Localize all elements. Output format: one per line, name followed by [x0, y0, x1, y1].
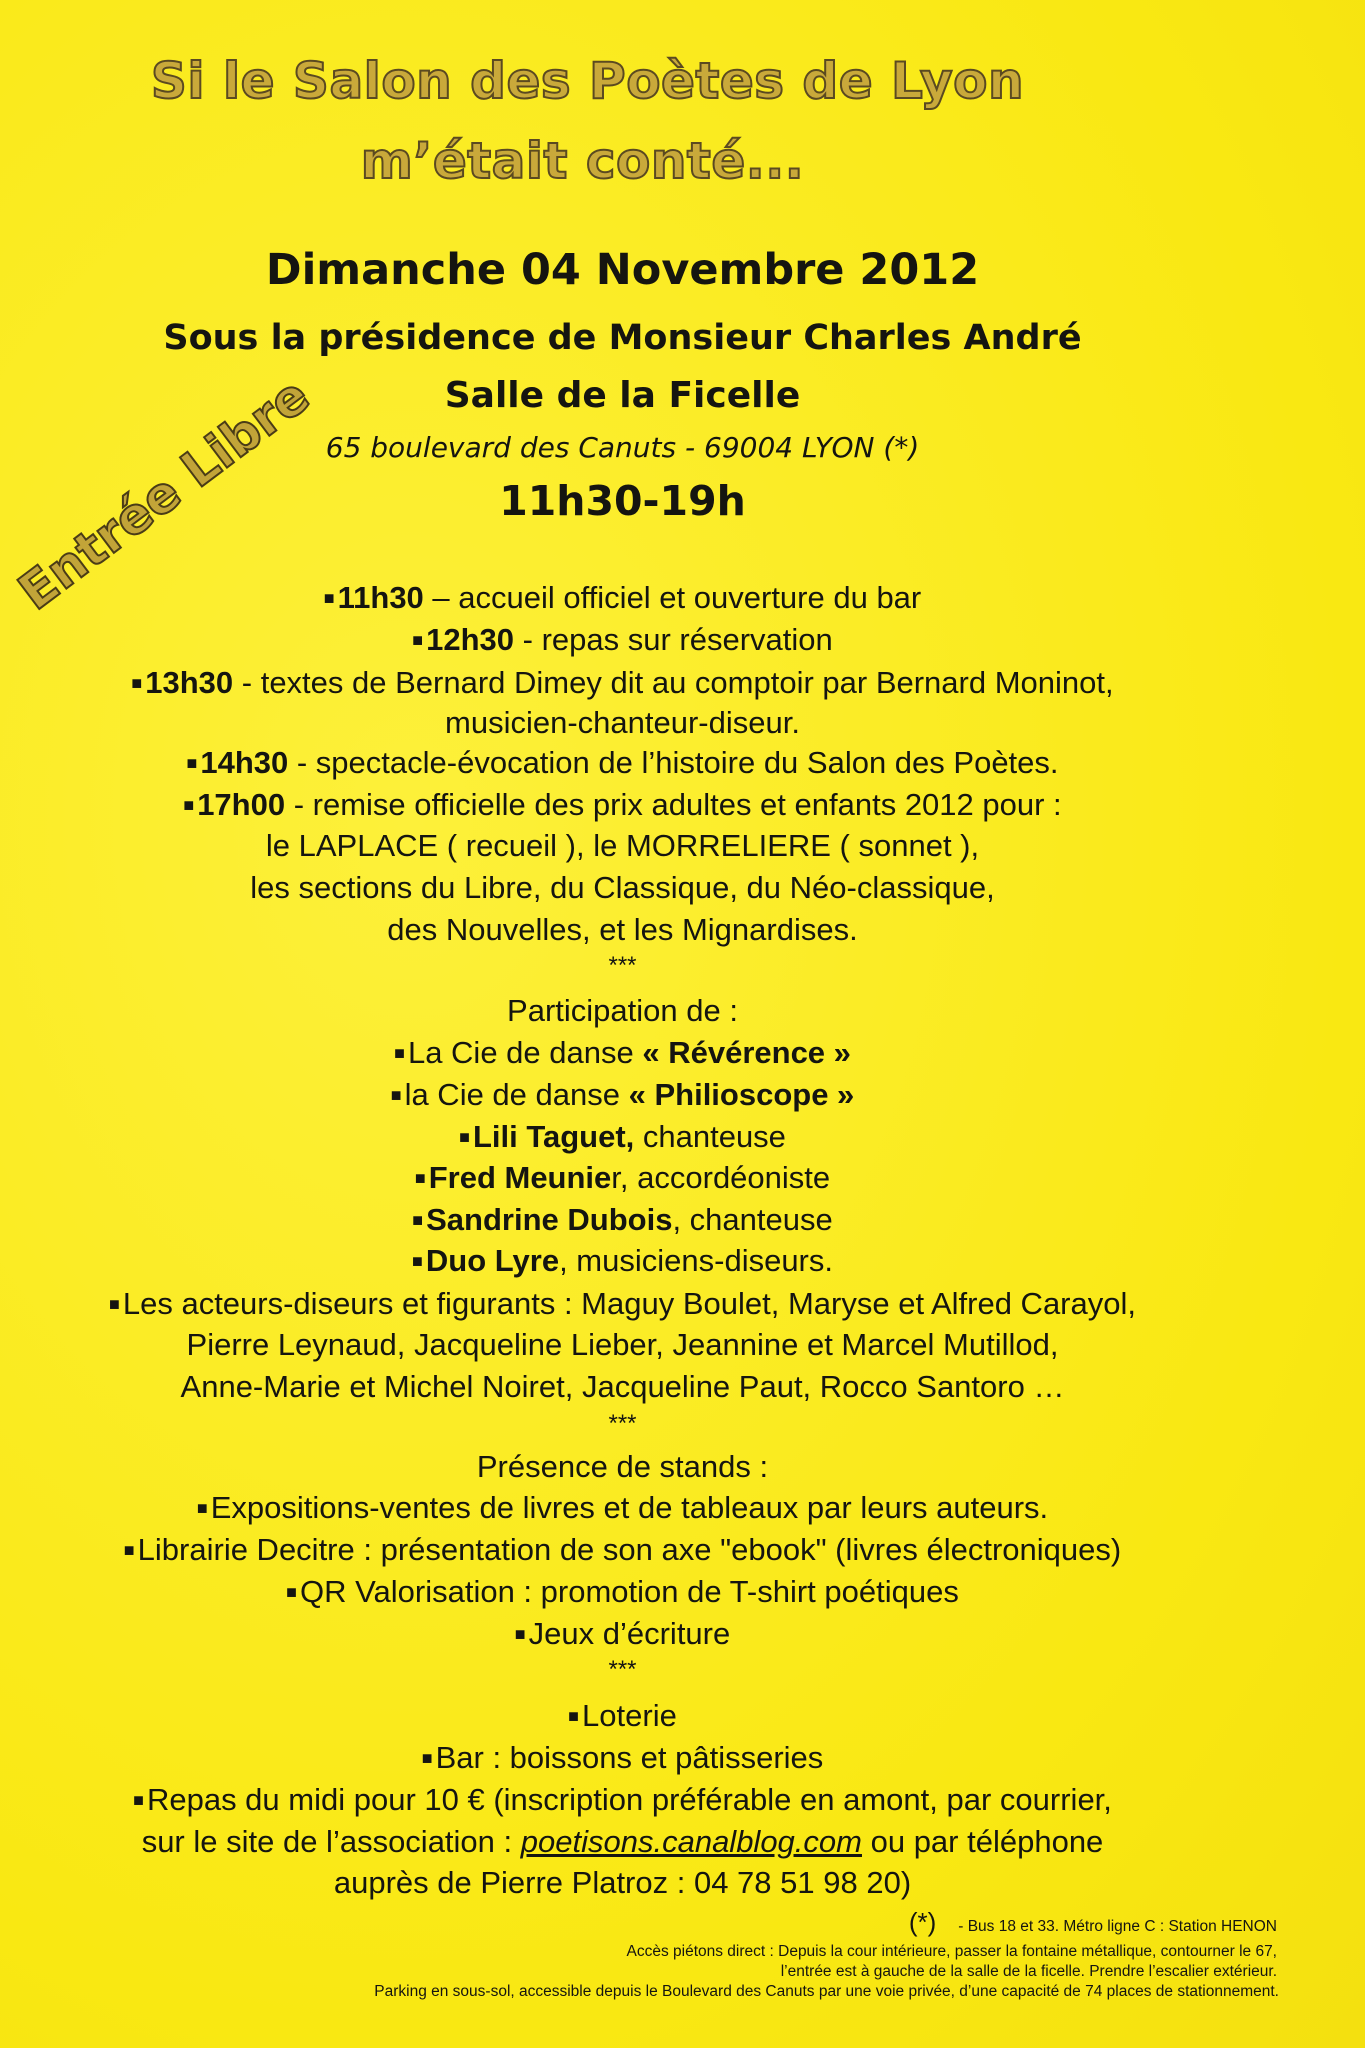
bullet-icon: ■: [196, 1498, 208, 1518]
stand-item: ■Jeux d’écriture: [514, 1616, 731, 1651]
footnote-marker: (*): [908, 1907, 937, 1937]
separator: ***: [608, 952, 637, 979]
footnote-access: l’entrée est à gauche de la salle de la ficelle. Prendre l’escalier extérieur.: [780, 1963, 1277, 1980]
actors-line: Anne-Marie et Michel Noiret, Jacqueline Paut, Rocco Santoro …: [180, 1369, 1065, 1404]
participant-item: ■Sandrine Dubois, chanteuse: [412, 1202, 833, 1237]
bullet-icon: ■: [568, 1706, 580, 1726]
schedule-item: ■12h30 - repas sur réservation: [412, 622, 833, 657]
event-hours: 11h30-19h: [499, 477, 746, 525]
separator: ***: [608, 1410, 637, 1437]
event-venue: Salle de la Ficelle: [444, 375, 801, 416]
bullet-icon: ■: [459, 1127, 470, 1147]
repas-line: auprès de Pierre Platroz : 04 78 51 98 20): [333, 1865, 912, 1900]
bullet-icon: ■: [390, 1085, 402, 1105]
schedule-item-continued: musicien-chanteur-diseur.: [445, 705, 800, 740]
poster-title-line1: Si le Salon des Poètes de Lyon: [150, 52, 1025, 110]
bullet-icon: ■: [123, 1540, 135, 1560]
bullet-icon: ■: [412, 630, 424, 650]
schedule-item-continued: le LAPLACE ( recueil ), le MORRELIERE ( sonnet ),: [265, 828, 980, 863]
bullet-icon: ■: [323, 588, 335, 608]
stand-item: ■Expositions-ventes de livres et de tableaux par leurs auteurs.: [196, 1490, 1049, 1525]
bullet-icon: ■: [412, 1210, 424, 1230]
participant-item: ■la Cie de danse « Philioscope »: [390, 1077, 855, 1112]
event-date: Dimanche 04 Novembre 2012: [265, 245, 980, 295]
participant-item: ■Duo Lyre, musiciens-diseurs.: [412, 1243, 833, 1278]
poster-title-line2: m’était conté...: [360, 132, 805, 190]
free-entry-stamp: Entrée Libre: [8, 366, 320, 622]
event-presidency: Sous la présidence de Monsieur Charles André: [163, 318, 1082, 358]
schedule-item: ■17h00 - remise officielle des prix adultes et enfants 2012 pour :: [183, 787, 1062, 822]
bar-item: ■Bar : boissons et pâtisseries: [421, 1740, 824, 1775]
schedule-item: ■14h30 - spectacle-évocation de l’histoire du Salon des Poètes.: [186, 745, 1059, 780]
bullet-icon: ■: [394, 1043, 405, 1063]
loterie-item: ■Loterie: [568, 1698, 677, 1733]
association-website-link[interactable]: poetisons.canalblog.com: [520, 1824, 862, 1859]
bullet-icon: ■: [412, 1251, 423, 1271]
stand-item: ■Librairie Decitre : présentation de son axe "ebook" (livres électroniques): [123, 1532, 1122, 1567]
actors-line: ■Les acteurs-diseurs et figurants : Maguy Boulet, Maryse et Alfred Carayol,: [108, 1286, 1136, 1321]
schedule-item-continued: les sections du Libre, du Classique, du Néo-classique,: [250, 870, 995, 905]
bullet-icon: ■: [286, 1582, 298, 1602]
event-address: 65 boulevard des Canuts - 69004 LYON (*): [325, 431, 920, 464]
participant-item: ■La Cie de danse « Révérence »: [394, 1035, 851, 1070]
bullet-icon: ■: [131, 673, 143, 693]
repas-item: ■Repas du midi pour 10 € (inscription préférable en amont, par courrier,: [133, 1782, 1112, 1817]
footnote-parking: Parking en sous-sol, accessible depuis le Boulevard des Canuts par une voie privée, d’une capacité de 74 places de stationnement.: [374, 1983, 1279, 2000]
schedule-item-continued: des Nouvelles, et les Mignardises.: [387, 912, 858, 947]
bullet-icon: ■: [183, 795, 195, 815]
footnote-access: Accès piétons direct : Depuis la cour intérieure, passer la fontaine métallique, contourner le 67,: [626, 1943, 1277, 1960]
bullet-icon: ■: [186, 753, 198, 773]
participant-item: ■Fred Meunier, accordéoniste: [414, 1160, 831, 1195]
schedule-item: ■13h30 - textes de Bernard Dimey dit au comptoir par Bernard Moninot,: [131, 665, 1114, 700]
bullet-icon: ■: [133, 1790, 144, 1810]
participant-item: ■Lili Taguet, chanteuse: [459, 1119, 786, 1154]
stands-heading: Présence de stands :: [476, 1449, 769, 1484]
bullet-icon: ■: [414, 1168, 426, 1188]
bullet-icon: ■: [108, 1294, 120, 1314]
separator: ***: [608, 1656, 637, 1683]
schedule-item: ■11h30 – accueil officiel et ouverture du bar: [323, 580, 922, 615]
stand-item: ■QR Valorisation : promotion de T-shirt poétiques: [286, 1574, 959, 1609]
actors-line: Pierre Leynaud, Jacqueline Lieber, Jeannine et Marcel Mutillod,: [186, 1327, 1059, 1362]
bullet-icon: ■: [421, 1748, 433, 1768]
repas-line: sur le site de l’association : poetisons.canalblog.com ou par téléphone: [141, 1824, 1104, 1859]
footnote-transport: (*) - Bus 18 et 33. Métro ligne C : Station HENON: [908, 1907, 1277, 1937]
bullet-icon: ■: [514, 1624, 526, 1644]
participation-heading: Participation de :: [507, 993, 738, 1028]
